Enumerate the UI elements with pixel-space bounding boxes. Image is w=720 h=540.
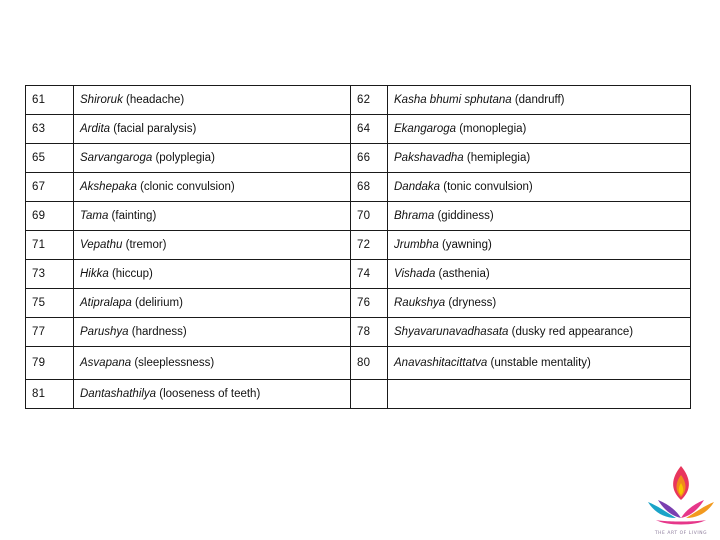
number-cell: 75 [26, 289, 74, 318]
number-cell [351, 380, 388, 409]
term-cell: Shiroruk (headache) [74, 86, 351, 115]
number-cell: 68 [351, 173, 388, 202]
term-cell: Bhrama (giddiness) [388, 202, 691, 231]
term-cell: Dantashathilya (looseness of teeth) [74, 380, 351, 409]
table-row [26, 318, 691, 347]
number-cell: 74 [351, 260, 388, 289]
term-cell: Dandaka (tonic convulsion) [388, 173, 691, 202]
number-cell: 81 [26, 380, 74, 409]
number-cell: 78 [351, 318, 388, 347]
term-cell: Asvapana (sleeplessness) [74, 347, 351, 380]
table-row [26, 144, 691, 173]
table-row [26, 202, 691, 231]
term-cell: Parushya (hardness) [74, 318, 351, 347]
term-cell: Akshepaka (clonic convulsion) [74, 173, 351, 202]
table-row [26, 86, 691, 115]
table-row [26, 260, 691, 289]
number-cell: 72 [351, 231, 388, 260]
term-cell: Atipralapa (delirium) [74, 289, 351, 318]
number-cell: 79 [26, 347, 74, 380]
logo-caption: THE ART OF LIVING [654, 531, 708, 536]
term-cell: Kasha bhumi sphutana (dandruff) [388, 86, 691, 115]
number-cell: 73 [26, 260, 74, 289]
number-cell: 76 [351, 289, 388, 318]
term-cell: Vepathu (tremor) [74, 231, 351, 260]
table-row [26, 173, 691, 202]
table-row [26, 231, 691, 260]
term-cell: Ekangaroga (monoplegia) [388, 115, 691, 144]
term-cell: Jrumbha (yawning) [388, 231, 691, 260]
number-cell: 64 [351, 115, 388, 144]
term-cell: Pakshavadha (hemiplegia) [388, 144, 691, 173]
term-cell: Tama (fainting) [74, 202, 351, 231]
term-cell: Shyavarunavadhasata (dusky red appearance) [388, 318, 691, 347]
term-cell: Raukshya (dryness) [388, 289, 691, 318]
term-cell [388, 380, 691, 409]
number-cell: 63 [26, 115, 74, 144]
number-cell: 70 [351, 202, 388, 231]
table-row [26, 380, 691, 409]
term-cell: Sarvangaroga (polyplegia) [74, 144, 351, 173]
term-cell: Ardita (facial paralysis) [74, 115, 351, 144]
number-cell: 62 [351, 86, 388, 115]
number-cell: 80 [351, 347, 388, 380]
number-cell: 65 [26, 144, 74, 173]
number-cell: 61 [26, 86, 74, 115]
number-cell: 66 [351, 144, 388, 173]
table-row [26, 115, 691, 144]
table-row [26, 289, 691, 318]
number-cell: 69 [26, 202, 74, 231]
term-cell: Anavashitacittatva (unstable mentality) [388, 347, 691, 380]
number-cell: 71 [26, 231, 74, 260]
term-cell: Hikka (hiccup) [74, 260, 351, 289]
number-cell: 67 [26, 173, 74, 202]
diya-lamp-icon [636, 462, 716, 538]
table-row [26, 347, 691, 380]
art-of-living-logo [636, 462, 716, 538]
term-cell: Vishada (asthenia) [388, 260, 691, 289]
number-cell: 77 [26, 318, 74, 347]
vata-disorders-table [25, 85, 691, 409]
